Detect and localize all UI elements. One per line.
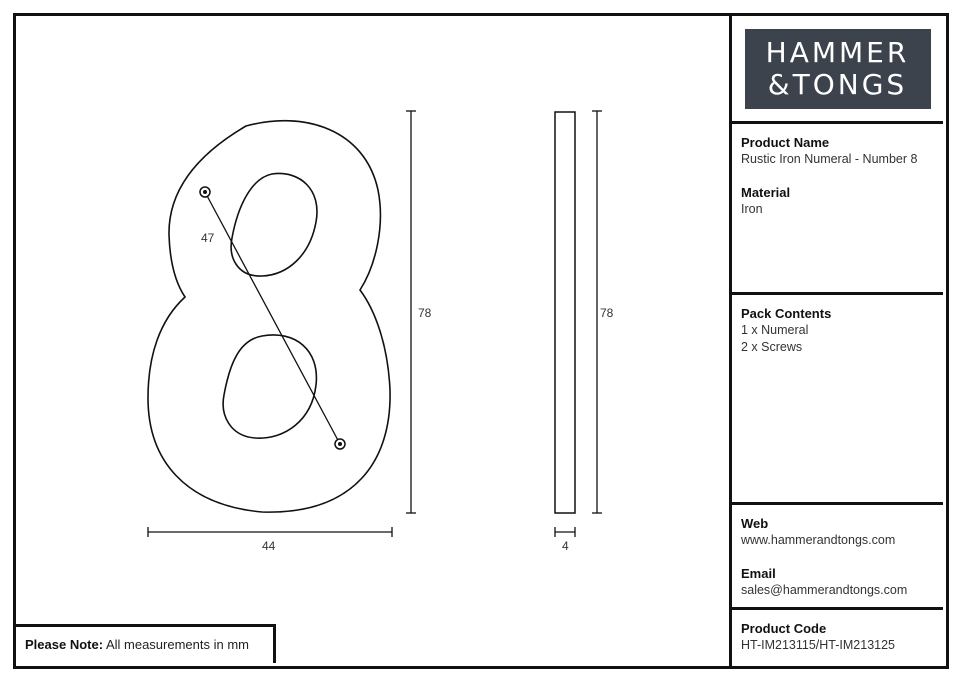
lower-counter	[223, 335, 316, 438]
upper-counter	[231, 173, 317, 276]
contact-panel	[732, 505, 943, 610]
side-height-label: 78	[600, 306, 614, 320]
product-name-heading: Product Name	[741, 135, 830, 150]
product-name-value: Rustic Iron Numeral - Number 8	[741, 152, 918, 166]
numeral-8-outline	[148, 121, 390, 512]
front-height-label: 78	[418, 306, 432, 320]
pack-item: 2 x Screws	[741, 340, 803, 354]
width-label: 44	[262, 539, 276, 553]
product-info-panel	[732, 124, 943, 295]
web-heading: Web	[741, 516, 769, 531]
pack-contents-panel	[732, 295, 943, 505]
product-code-value: HT-IM213115/HT-IM213125	[741, 638, 896, 652]
material-value: Iron	[741, 202, 763, 216]
measurement-note	[16, 624, 276, 663]
side-view-profile	[555, 112, 575, 513]
brand-logo	[745, 29, 931, 109]
email-heading: Email	[741, 566, 776, 581]
material-heading: Material	[741, 185, 791, 200]
product-code-panel	[732, 610, 943, 663]
note-label: Please Note:	[25, 637, 104, 652]
logo-panel	[732, 16, 943, 124]
note-text: All measurements in mm	[105, 637, 249, 652]
pack-contents-heading: Pack Contents	[741, 306, 832, 321]
web-link[interactable]: www.hammerandtongs.com	[741, 533, 896, 547]
pack-item: 1 x Numeral	[741, 323, 809, 337]
product-code-heading: Product Code	[741, 621, 827, 636]
screw-spacing-line	[205, 192, 340, 444]
screw-spacing-label: 47	[201, 231, 215, 245]
depth-label: 4	[562, 539, 569, 553]
logo-line-2: &TONGS	[767, 67, 908, 101]
email-link[interactable]: sales@hammerandtongs.com	[741, 583, 908, 597]
logo-line-1: HAMMER	[765, 35, 910, 69]
